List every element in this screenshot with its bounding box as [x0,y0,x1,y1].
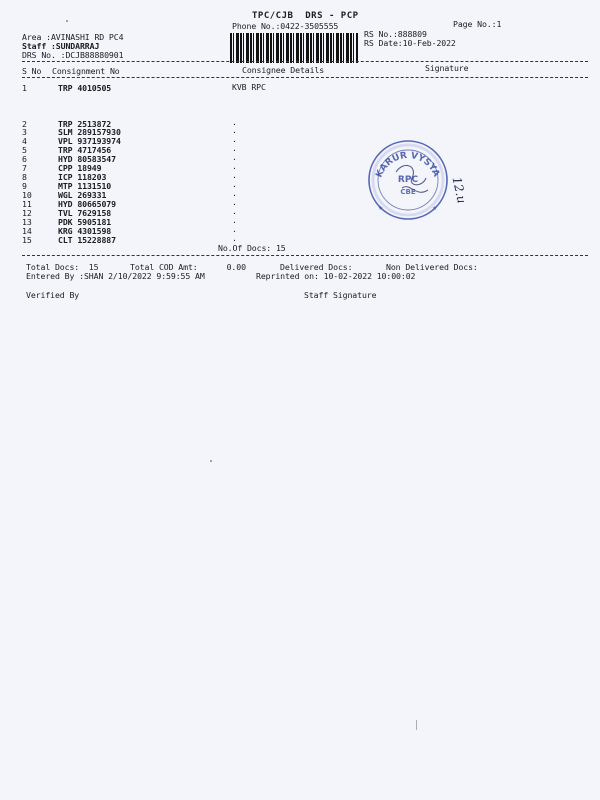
delivered-docs: Delivered Docs: [280,262,353,272]
divider [22,77,588,78]
rs-number: RS No.:888809 [364,29,427,39]
total-docs: Total Docs: 15 [26,262,99,272]
row-sno: 9 [22,181,27,191]
print-speck [416,720,417,730]
verified-by-label: Verified By [26,290,80,300]
row-consignee: . [232,197,237,207]
row-consignment: VPL 937193974 [58,136,121,146]
row-sno: 4 [22,136,27,146]
divider [22,61,588,62]
row-consignee: . [232,224,237,234]
svg-text:★: ★ [378,205,384,212]
row-consignment: TVL 7629158 [58,208,112,218]
drs-number: DRS No. :DCJB88880901 [22,50,124,60]
row-sno: 11 [22,199,32,209]
row-sno: 1 [22,83,27,93]
no-of-docs: No.Of Docs: 15 [218,243,286,253]
row-sno: 7 [22,163,27,173]
reprinted-on: Reprinted on: 10-02-2022 10:00:02 [256,271,416,281]
stamp-text-bot: CBE [400,188,416,196]
stamp-text-mid: RPC [397,175,419,185]
row-consignee: . [232,117,237,127]
row-consignee: . [232,143,237,153]
row-sno: 6 [22,154,27,164]
row-consignment: HYD 80665079 [58,199,116,209]
row-sno: 10 [22,190,32,200]
row-consignment: HYD 80583547 [58,154,116,164]
entered-by: Entered By :SHAN 2/10/2022 9:59:55 AM [26,271,205,281]
svg-text:★: ★ [432,205,438,212]
handwritten-text: 12.u [449,175,469,205]
row-consignment: KRG 4301598 [58,226,112,236]
column-header-signature: Signature [425,63,469,73]
stamp-text-top: KARUR VYSYA [374,150,442,180]
row-consignment: SLM 289157930 [58,127,121,137]
column-header-consignee: Consignee Details [242,65,325,75]
column-header-consignment: Consignment No [52,66,120,76]
row-consignee: . [232,152,237,162]
row-consignment: TRP 2513872 [58,119,112,129]
row-consignment: CLT 15228887 [58,235,116,245]
document-title: TPC/CJB DRS - PCP [252,11,359,21]
row-sno: 3 [22,127,27,137]
handwritten-note [448,160,482,206]
total-cod-amount: Total COD Amt: 0.00 [130,262,246,272]
row-consignment: ICP 118203 [58,172,107,182]
row-consignee: . [232,215,237,225]
row-sno: 8 [22,172,27,182]
print-speck [66,20,68,22]
non-delivered-docs: Non Delivered Docs: [386,262,478,272]
row-sno: 12 [22,208,32,218]
row-consignee: . [232,161,237,171]
row-consignee: . [232,170,237,180]
column-header-sno: S No [22,66,42,76]
row-consignment: CPP 18949 [58,163,102,173]
row-consignee: . [232,134,237,144]
row-sno: 14 [22,226,32,236]
staff-field: Staff :SUNDARRAJ [22,41,100,51]
print-speck [210,460,212,462]
rs-date: RS Date:10-Feb-2022 [364,38,456,48]
page-number: Page No.:1 [453,19,502,29]
row-consignee: . [232,233,237,243]
bank-stamp [366,138,450,222]
row-consignment: WGL 269331 [58,190,107,200]
row-sno: 13 [22,217,32,227]
area-field: Area :AVINASHI RD PC4 [22,32,124,42]
row-consignee: . [232,206,237,216]
divider [22,255,588,256]
staff-signature-label: Staff Signature [304,290,377,300]
row-consignee: . [232,179,237,189]
row-consignee: KVB RPC [232,82,266,92]
row-consignment: PDK 5905181 [58,217,112,227]
row-consignment: TRP 4010505 [58,83,112,93]
barcode [230,33,358,63]
row-sno: 2 [22,119,27,129]
row-consignment: TRP 4717456 [58,145,112,155]
row-sno: 5 [22,145,27,155]
row-consignment: MTP 1131510 [58,181,112,191]
row-consignee: . [232,125,237,135]
phone-number: Phone No.:0422-3505555 [232,21,339,31]
row-consignee: . [232,188,237,198]
row-sno: 15 [22,235,32,245]
